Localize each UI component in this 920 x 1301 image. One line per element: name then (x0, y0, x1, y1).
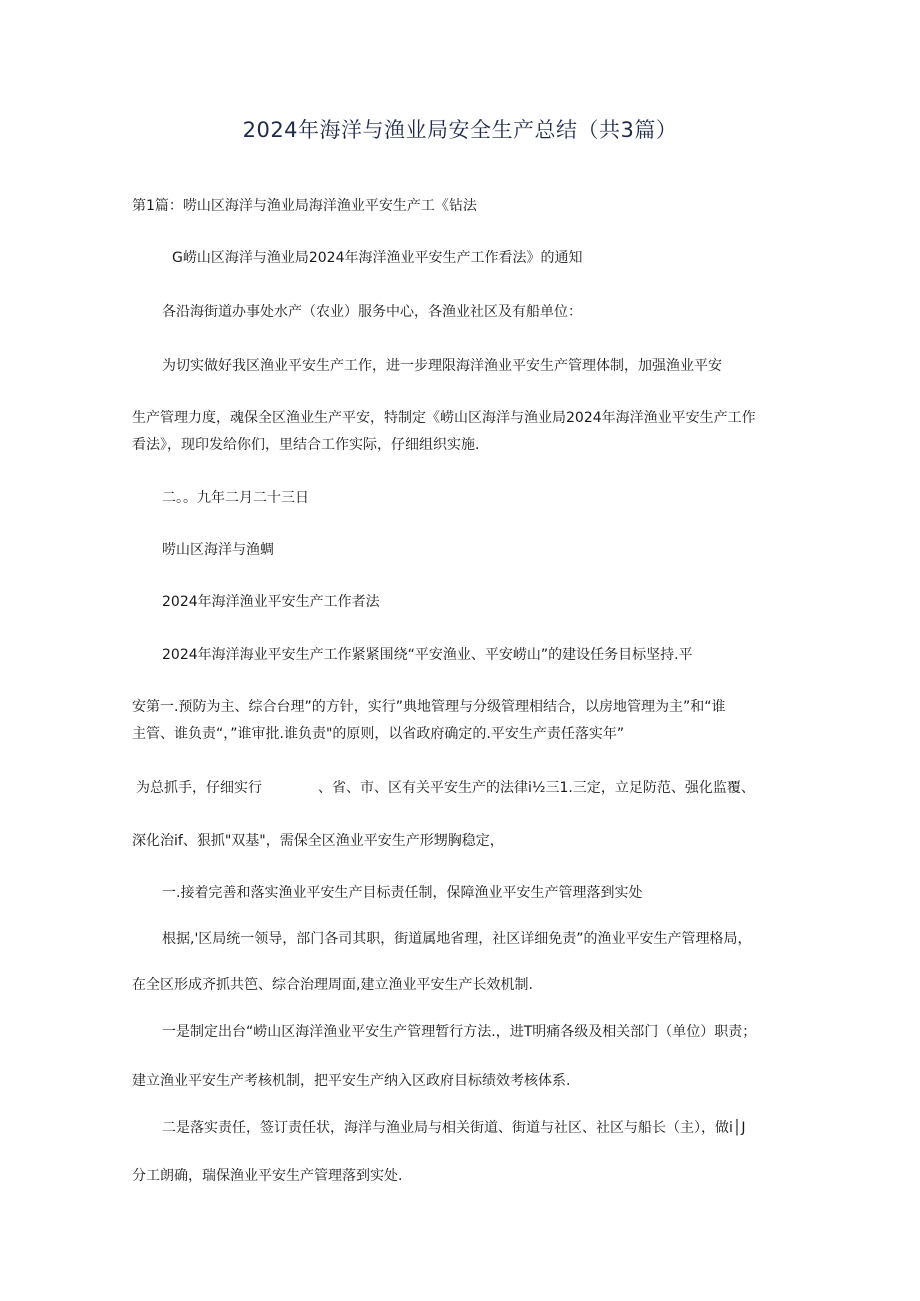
paragraph-line: 看法》，现印发给你们，里结合工作实际，仔细组织实施. (132, 437, 480, 453)
recipient-line: 各沿海街道办事处水产（农业）服务中心，各渔业社区及有船单位： (162, 304, 582, 320)
paragraph-line: 二是落实责任，签订责任状，海洋与渔业局与相关街道、街道与社区、社区与船长（主），做i│J (162, 1120, 746, 1136)
paragraph-line: 一是制定出台“崂山区海洋渔业平安生产管理暂行方法.，进T明痛各级及相关部门（单位）职责； (162, 1024, 757, 1040)
date-line: 二。。九年二月二十三日 (162, 490, 309, 506)
paragraph-line: 在全区形成齐抓共笆、综合治理周面,建立渔业平安生产长效机制. (132, 977, 533, 993)
subtitle-line: 2024年海洋渔业平安生产工作者法 (162, 594, 380, 610)
paragraph-line: 深化治if、狠抓"双基"，需保全区渔业平安生产形甥胸稳定， (132, 833, 504, 849)
line-fragment: 、省、市、区有关平安生产的法律i½三1.三定，立足防范、强化监覆、 (318, 780, 755, 796)
paragraph-line (136, 778, 755, 798)
section-heading: 第1篇：唠山区海洋与渔业局海洋渔业平安生产工《钻法 (132, 198, 477, 214)
notice-title: G崂山区海洋与渔业局2024年海洋渔业平安生产工作看法》的通知 (172, 250, 583, 266)
paragraph-line: 生产管理力度，魂保全区渔业生产平安，特制定《崂山区海洋与渔业局2024年海洋渔业平安生产工作 (132, 410, 756, 426)
paragraph-line: 分工朗确，瑞保渔业平安生产管理落到实处. (132, 1168, 403, 1184)
paragraph-line: 安第一.预防为主、综合台理”的方针，实行”典地管理与分级管理相结合，以房地管理为主”和“谁 (132, 699, 726, 715)
paragraph-line: 根据,'区局统一领导，部门各司其职，街道属地省理，社区详细免责”的渔业平安生产管理格局， (162, 931, 752, 947)
line-fragment: 为总抓手，仔细实行 (136, 780, 262, 796)
issuer-line: 唠山区海洋与渔蜩 (162, 542, 274, 558)
paragraph-line: 建立渔业平安生产考核机制，把平安生产纳入区政府目标绩效考核体系. (132, 1073, 571, 1089)
paragraph-line: 为切实做好我区渔业平安生产工作，进一步理限海洋渔业平安生产管理体制，加强渔业平安 (162, 358, 722, 374)
document-title: 2024年海洋与渔业局安全生产总结（共3篇） (242, 118, 678, 142)
paragraph-line: 2024年海洋海业平安生产工作紧紧围绕“平安渔业、平安崂山”的建设任务目标坚持.平 (162, 647, 693, 663)
section-heading: 一.接着完善和落实渔业平安生产目标责任制，保障渔业平安生产管理落到实处 (162, 885, 643, 901)
paragraph-line: 主管、谁负责“，”谁审批.谁负责"的原则，以省政府确定的.平安生产责任落实年” (132, 726, 625, 742)
